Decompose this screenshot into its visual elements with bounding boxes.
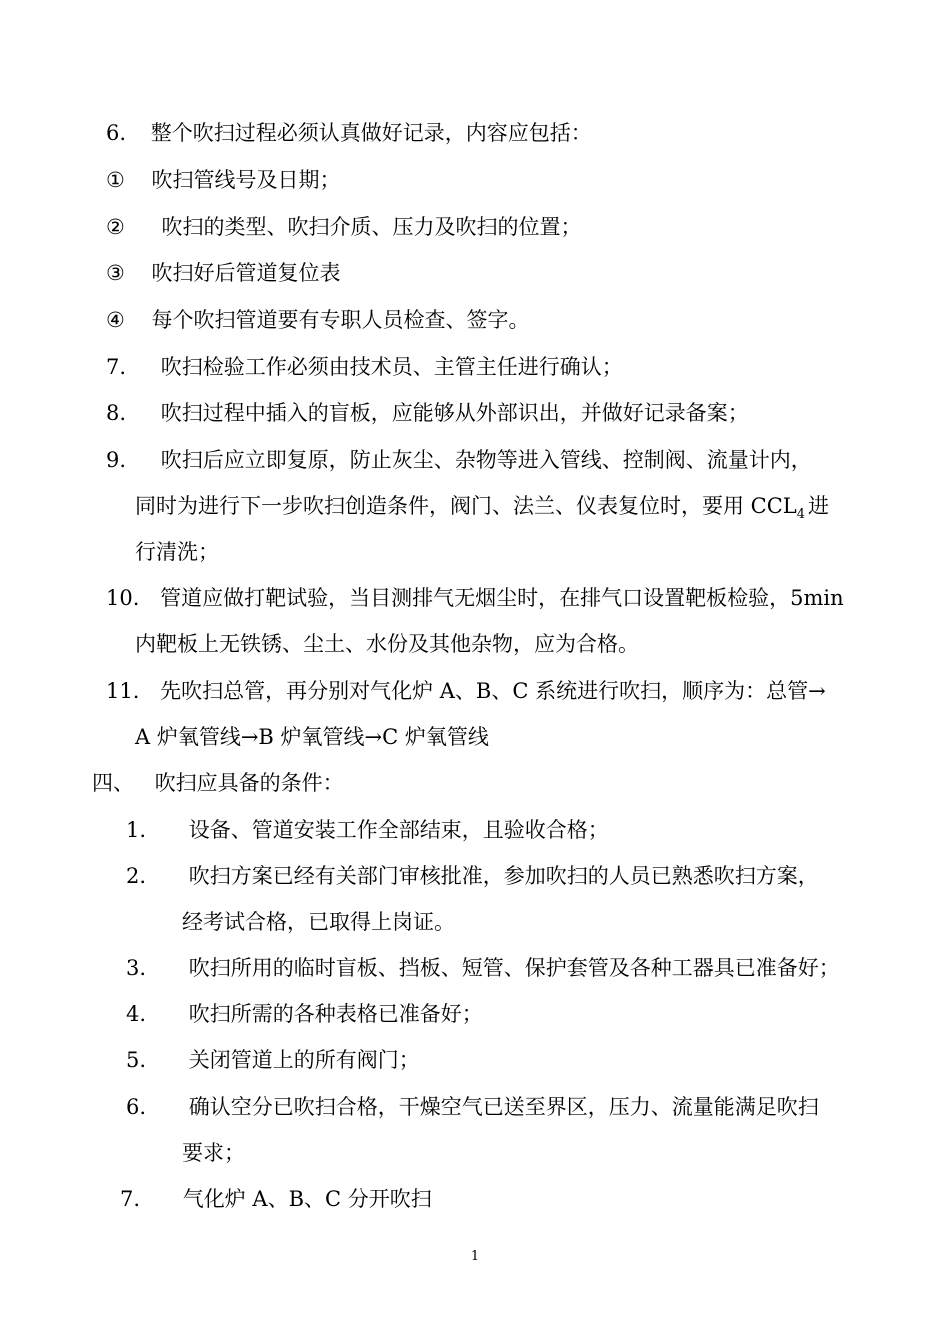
item-text: 吹扫过程中插入的盲板，应能够从外部识出，并做好记录备案； — [160, 401, 749, 425]
subscript: 4 — [796, 507, 806, 522]
condition-item-2 — [126, 862, 819, 890]
item-number: 8. — [106, 401, 127, 425]
item-number: 4. — [126, 1002, 147, 1026]
item-text: 同时为进行下一步吹扫创造条件，阀门、法兰、仪表复位时，要用 CCL — [135, 494, 797, 518]
item-9-continuation — [135, 492, 829, 520]
condition-item-3 — [126, 954, 840, 982]
item-7 — [106, 353, 623, 381]
item-number: ① — [106, 168, 125, 192]
item-10-continuation — [135, 630, 639, 658]
item-number: 6. — [126, 1095, 147, 1119]
item-number: 9. — [106, 448, 127, 472]
item-number: 5. — [126, 1048, 147, 1072]
item-9 — [106, 446, 812, 474]
item-text: 吹扫的类型、吹扫介质、压力及吹扫的位置； — [161, 215, 582, 239]
circled-item-2 — [106, 213, 582, 241]
item-text: 吹扫所用的临时盲板、挡板、短管、保护套管及各种工器具已准备好； — [188, 956, 840, 980]
condition-item-2-continuation — [182, 908, 455, 936]
item-text: 要求； — [182, 1141, 245, 1165]
condition-item-1 — [126, 816, 609, 844]
item-number: ④ — [106, 308, 125, 332]
item-text: 管道应做打靶试验，当目测排气无烟尘时，在排气口设置靶板检验，5min — [160, 586, 844, 610]
item-text: 吹扫好后管道复位表 — [151, 261, 341, 285]
item-text: 整个吹扫过程必须认真做好记录，内容应包括： — [150, 121, 592, 145]
section-heading — [92, 769, 344, 797]
item-number: 10. — [106, 586, 140, 610]
item-text: 吹扫检验工作必须由技术员、主管主任进行确认； — [160, 355, 623, 379]
item-number: ② — [106, 215, 125, 239]
item-text: 吹扫后应立即复原，防止灰尘、杂物等进入管线、控制阀、流量计内， — [160, 448, 812, 472]
item-text: 吹扫所需的各种表格已准备好； — [188, 1002, 483, 1026]
item-6 — [106, 119, 592, 147]
circled-item-3 — [106, 259, 341, 287]
circled-item-4 — [106, 306, 530, 334]
item-text: 先吹扫总管，再分别对气化炉 A、B、C 系统进行吹扫，顺序为：总管→ — [160, 679, 826, 703]
section-title: 吹扫应具备的条件： — [154, 771, 344, 795]
item-9-continuation — [135, 538, 219, 566]
item-number: 1. — [126, 818, 147, 842]
item-text: 气化炉 A、B、C 分开吹扫 — [182, 1187, 432, 1211]
condition-item-4 — [126, 1000, 483, 1028]
item-number: 7. — [106, 355, 127, 379]
page-number: 1 — [470, 1249, 480, 1264]
item-11-continuation — [135, 723, 489, 751]
condition-item-5 — [126, 1046, 420, 1074]
item-text: 吹扫管线号及日期； — [151, 168, 341, 192]
circled-item-1 — [106, 166, 341, 194]
item-text: A 炉氧管线→B 炉氧管线→C 炉氧管线 — [135, 725, 489, 749]
condition-item-6-continuation — [182, 1139, 245, 1167]
item-text: 吹扫方案已经有关部门审核批准，参加吹扫的人员已熟悉吹扫方案， — [188, 864, 819, 888]
item-8 — [106, 399, 749, 427]
item-number: 2. — [126, 864, 147, 888]
item-text: 设备、管道安装工作全部结束，且验收合格； — [188, 818, 609, 842]
section-number: 四、 — [92, 771, 134, 795]
item-number: ③ — [106, 261, 125, 285]
item-number: 7. — [120, 1187, 141, 1211]
item-11 — [106, 677, 826, 705]
item-text: 行清洗； — [135, 540, 219, 564]
condition-item-6 — [126, 1093, 819, 1121]
item-text: 关闭管道上的所有阀门； — [188, 1048, 420, 1072]
condition-item-7 — [120, 1185, 432, 1213]
item-text: 确认空分已吹扫合格，干燥空气已送至界区，压力、流量能满足吹扫 — [188, 1095, 819, 1119]
item-10 — [106, 584, 844, 612]
item-number: 3. — [126, 956, 147, 980]
item-text: 进 — [808, 494, 830, 518]
item-number: 6. — [106, 121, 127, 145]
item-text: 经考试合格，已取得上岗证。 — [182, 910, 455, 934]
item-text: 内靶板上无铁锈、尘土、水份及其他杂物，应为合格。 — [135, 632, 639, 656]
item-number: 11. — [106, 679, 140, 703]
item-text: 每个吹扫管道要有专职人员检查、签字。 — [151, 308, 530, 332]
